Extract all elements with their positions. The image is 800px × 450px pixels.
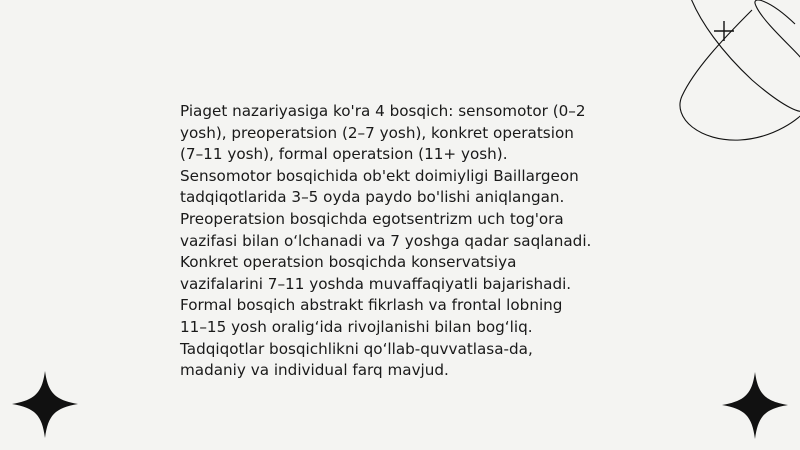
orbit-lines-icon: [680, 0, 800, 140]
text-line: tadqiqotlarida 3–5 oyda paydo bo'lishi aniqlangan.: [180, 188, 565, 207]
text-line: Piaget nazariyasiga ko'ra 4 bosqich: sensomotor (0–2: [180, 102, 586, 120]
text-line: Konkret operatsion bosqichda konservatsiya: [180, 253, 517, 272]
text-line: yosh), preoperatsion (2–7 yosh), konkret operatsion: [180, 123, 574, 142]
body-text: [180, 101, 620, 382]
text-line: vazifalarini 7–11 yoshda muvaffaqiyatli bajarishadi.: [180, 274, 572, 293]
four-point-star-icon: [722, 372, 788, 439]
text-line: 11–15 yosh oralig‘ida rivojlanishi bilan bog‘liq.: [180, 317, 533, 336]
four-point-star-icon: [12, 371, 78, 438]
text-line: Tadqiqotlar bosqichlikni qo‘llab-quvvatlasa-da,: [180, 339, 533, 358]
text-line: Formal bosqich abstrakt fikrlash va frontal lobning: [180, 296, 563, 315]
text-line: Sensomotor bosqichida ob'ekt doimiyligi Baillargeon: [180, 166, 579, 185]
text-line: madaniy va individual farq mavjud.: [180, 361, 449, 380]
text-line: (7–11 yosh), formal operatsion (11+ yosh).: [180, 145, 508, 164]
sparkle-star-icon: [714, 21, 734, 41]
text-line: Preoperatsion bosqichda egotsentrizm uch tog'ora: [180, 209, 564, 228]
text-line: vazifasi bilan o‘lchanadi va 7 yoshga qadar saqlanadi.: [180, 231, 592, 250]
